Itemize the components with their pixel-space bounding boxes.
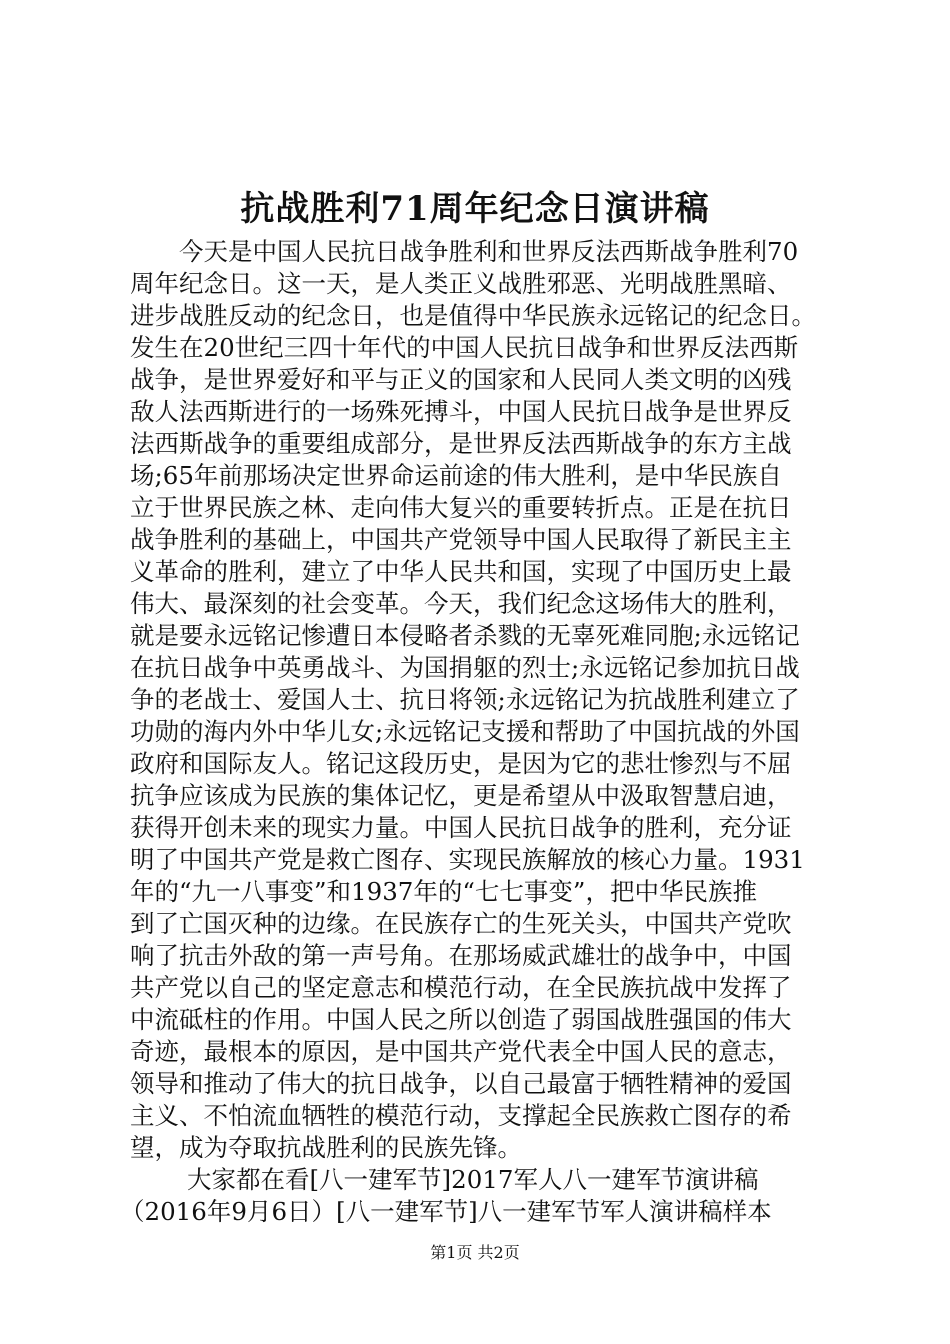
body-line: 争的老战士、爱国人士、抗日将领;永远铭记为抗战胜利建立了 bbox=[130, 685, 800, 714]
body-line: 奇迹，最根本的原因，是中国共产党代表全中国人民的意志， bbox=[130, 1037, 792, 1066]
body-line: 今天是中国人民抗日战争胜利和世界反法西斯战争胜利70 bbox=[179, 237, 799, 266]
body-line: 中流砥柱的作用。中国人民之所以创造了弱国战胜强国的伟大 bbox=[130, 1005, 792, 1034]
body-line: 望，成为夺取抗战胜利的民族先锋。 bbox=[130, 1133, 522, 1162]
body-line: 场;65年前那场决定世界命运前途的伟大胜利，是中华民族自 bbox=[130, 461, 782, 490]
body-line: 战争，是世界爱好和平与正义的国家和人民同人类文明的凶残 bbox=[130, 365, 792, 394]
document-title: 抗战胜利71周年纪念日演讲稿 bbox=[240, 189, 710, 229]
body-line: 抗争应该成为民族的集体记忆，更是希望从中汲取智慧启迪， bbox=[130, 781, 792, 810]
body-line: 年的“九一八事变”和1937年的“七七事变”，把中华民族推 bbox=[130, 877, 757, 906]
body-line: 功勋的海内外中华儿女;永远铭记支援和帮助了中国抗战的外国 bbox=[130, 717, 800, 746]
body-line: 响了抗击外敌的第一声号角。在那场威武雄壮的战争中，中国 bbox=[130, 941, 792, 970]
related-articles-line: 大家都在看[八一建军节]2017军人八一建军节演讲稿 bbox=[187, 1165, 759, 1194]
body-line: 伟大、最深刻的社会变革。今天，我们纪念这场伟大的胜利， bbox=[130, 589, 792, 618]
body-line: 义革命的胜利，建立了中华人民共和国，实现了中国历史上最 bbox=[130, 557, 792, 586]
body-line: 政府和国际友人。铭记这段历史，是因为它的悲壮惨烈与不屈 bbox=[130, 749, 792, 778]
related-articles-line: （2016年9月6日）[八一建军节]八一建军节军人演讲稿样本 bbox=[120, 1197, 772, 1226]
body-line: 到了亡国灭种的边缘。在民族存亡的生死关头，中国共产党吹 bbox=[130, 909, 792, 938]
body-line: 就是要永远铭记惨遭日本侵略者杀戮的无辜死难同胞;永远铭记 bbox=[130, 621, 800, 650]
body-line: 战争胜利的基础上，中国共产党领导中国人民取得了新民主主 bbox=[130, 525, 792, 554]
body-line: 立于世界民族之林、走向伟大复兴的重要转折点。正是在抗日 bbox=[130, 493, 792, 522]
body-line: 发生在20世纪三四十年代的中国人民抗日战争和世界反法西斯 bbox=[130, 333, 799, 362]
body-line: 领导和推动了伟大的抗日战争，以自己最富于牺牲精神的爱国 bbox=[130, 1069, 792, 1098]
body-line: 明了中国共产党是救亡图存、实现民族解放的核心力量。1931 bbox=[130, 845, 805, 874]
body-line: 周年纪念日。这一天，是人类正义战胜邪恶、光明战胜黑暗、 bbox=[130, 269, 792, 298]
body-line: 法西斯战争的重要组成部分，是世界反法西斯战争的东方主战 bbox=[130, 429, 792, 458]
body-line: 进步战胜反动的纪念日，也是值得中华民族永远铭记的纪念日。 bbox=[130, 301, 816, 330]
body-line: 敌人法西斯进行的一场殊死搏斗，中国人民抗日战争是世界反 bbox=[130, 397, 792, 426]
body-line: 主义、不怕流血牺牲的模范行动，支撑起全民族救亡图存的希 bbox=[130, 1101, 792, 1130]
body-line: 在抗日战争中英勇战斗、为国捐躯的烈士;永远铭记参加抗日战 bbox=[130, 653, 800, 682]
body-line: 获得开创未来的现实力量。中国人民抗日战争的胜利，充分证 bbox=[130, 813, 792, 842]
body-line: 共产党以自己的坚定意志和模范行动，在全民族抗战中发挥了 bbox=[130, 973, 792, 1002]
page-footer: 第1页 共2页 bbox=[430, 1243, 520, 1262]
